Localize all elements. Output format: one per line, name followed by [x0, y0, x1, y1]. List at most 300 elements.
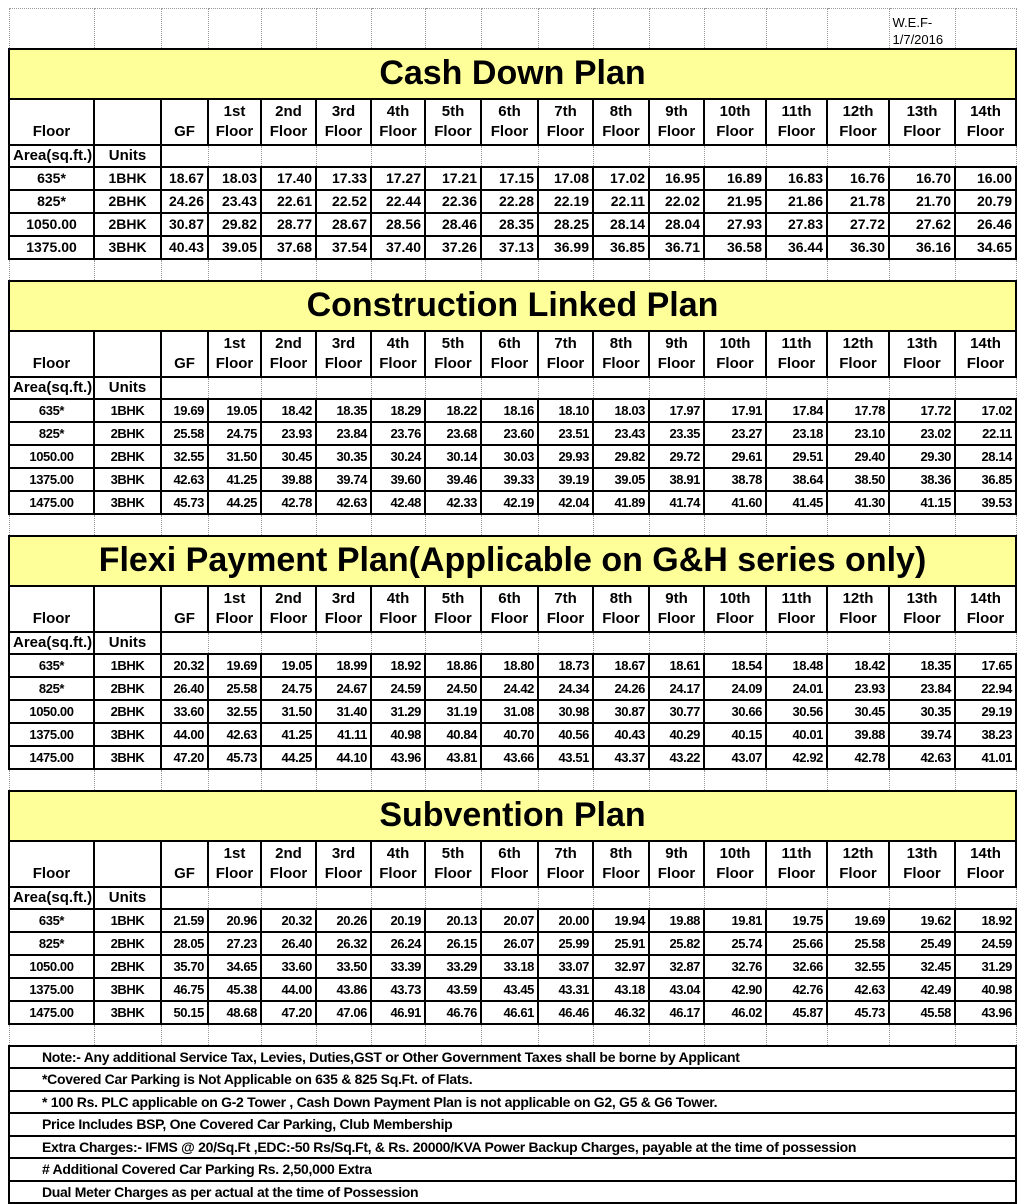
floor-header: 5th Floor [425, 586, 481, 632]
price-cell: 39.46 [425, 468, 481, 491]
floor-header: 3rd Floor [316, 586, 371, 632]
price-cell: 25.58 [161, 422, 208, 445]
price-cell: 25.66 [766, 932, 827, 955]
unit-type: 3BHK [94, 978, 161, 1001]
empty-cell [161, 9, 208, 49]
price-cell: 17.65 [955, 654, 1016, 677]
floor-header: 11th Floor [766, 841, 827, 887]
note-row [9, 1158, 1016, 1181]
empty-cell [94, 769, 161, 791]
area-value: 1050.00 [9, 445, 94, 468]
price-cell: 41.45 [766, 491, 827, 514]
price-cell: 20.96 [208, 909, 261, 932]
floor-header: 7th Floor [538, 841, 593, 887]
price-cell: 23.51 [538, 422, 593, 445]
price-cell: 28.14 [593, 213, 649, 236]
floor-header: GF [161, 331, 208, 377]
price-row [9, 190, 1016, 213]
price-cell: 36.99 [538, 236, 593, 259]
plan-title: Subvention Plan [9, 791, 1016, 841]
price-cell: 42.90 [704, 978, 766, 1001]
price-cell: 17.15 [481, 167, 538, 190]
unit-type: 3BHK [94, 723, 161, 746]
floor-label: Floor [9, 841, 94, 887]
unit-type: 3BHK [94, 1001, 161, 1024]
price-cell: 18.73 [538, 654, 593, 677]
price-cell: 31.50 [208, 445, 261, 468]
unit-type: 2BHK [94, 677, 161, 700]
price-cell: 40.01 [766, 723, 827, 746]
empty-cell [425, 9, 481, 49]
empty-cell [649, 514, 704, 536]
price-cell: 42.63 [827, 978, 889, 1001]
empty-cell [766, 259, 827, 281]
price-cell: 43.96 [955, 1001, 1016, 1024]
price-cell: 41.74 [649, 491, 704, 514]
price-cell: 38.36 [889, 468, 955, 491]
price-cell: 20.26 [316, 909, 371, 932]
price-cell: 30.98 [538, 700, 593, 723]
price-cell: 22.11 [593, 190, 649, 213]
floor-header: 13th Floor [889, 586, 955, 632]
price-cell: 37.40 [371, 236, 425, 259]
empty-cell [161, 145, 208, 167]
price-cell: 45.87 [766, 1001, 827, 1024]
unit-type: 2BHK [94, 955, 161, 978]
price-cell: 32.97 [593, 955, 649, 978]
price-cell: 20.19 [371, 909, 425, 932]
price-cell: 40.70 [481, 723, 538, 746]
price-cell: 43.31 [538, 978, 593, 1001]
floor-header: 14th Floor [955, 331, 1016, 377]
empty-cell [316, 514, 371, 536]
empty-cell [261, 9, 316, 49]
empty-cell [261, 887, 316, 909]
empty-cell [704, 377, 766, 399]
price-cell: 18.35 [889, 654, 955, 677]
empty-cell [766, 632, 827, 654]
floor-header: 3rd Floor [316, 331, 371, 377]
price-cell: 39.05 [593, 468, 649, 491]
price-cell: 33.50 [316, 955, 371, 978]
empty-cell [955, 9, 1016, 49]
price-cell: 23.84 [316, 422, 371, 445]
empty-cell [704, 769, 766, 791]
floor-header: 13th Floor [889, 331, 955, 377]
price-cell: 35.70 [161, 955, 208, 978]
empty-cell [316, 377, 371, 399]
price-cell: 32.66 [766, 955, 827, 978]
price-cell: 31.40 [316, 700, 371, 723]
price-row [9, 1001, 1016, 1024]
area-value: 635* [9, 909, 94, 932]
price-cell: 23.27 [704, 422, 766, 445]
price-cell: 43.22 [649, 746, 704, 769]
floor-label: Floor [9, 331, 94, 377]
price-cell: 32.45 [889, 955, 955, 978]
price-cell: 16.70 [889, 167, 955, 190]
price-row [9, 468, 1016, 491]
unit-type: 3BHK [94, 468, 161, 491]
empty-cell [161, 887, 208, 909]
empty-cell [371, 9, 425, 49]
empty-cell [261, 145, 316, 167]
price-cell: 31.29 [955, 955, 1016, 978]
price-cell: 18.42 [827, 654, 889, 677]
price-cell: 29.61 [704, 445, 766, 468]
floor-header: 10th Floor [704, 586, 766, 632]
empty-cell [827, 377, 889, 399]
empty-cell [371, 377, 425, 399]
price-cell: 42.19 [481, 491, 538, 514]
price-cell: 46.32 [593, 1001, 649, 1024]
floor-header: 2nd Floor [261, 586, 316, 632]
price-cell: 23.84 [889, 677, 955, 700]
spacer-row [9, 259, 1016, 281]
price-cell: 50.15 [161, 1001, 208, 1024]
price-cell: 38.23 [955, 723, 1016, 746]
price-cell: 39.19 [538, 468, 593, 491]
unit-type: 3BHK [94, 746, 161, 769]
price-cell: 28.67 [316, 213, 371, 236]
floor-header: 6th Floor [481, 841, 538, 887]
price-cell: 21.86 [766, 190, 827, 213]
empty-cell [208, 514, 261, 536]
empty-cell [481, 9, 538, 49]
empty-cell [481, 887, 538, 909]
empty-cell [766, 769, 827, 791]
price-cell: 32.87 [649, 955, 704, 978]
floor-header: 4th Floor [371, 841, 425, 887]
price-cell: 26.40 [261, 932, 316, 955]
unit-type: 3BHK [94, 236, 161, 259]
price-cell: 20.00 [538, 909, 593, 932]
empty-cell [161, 1024, 208, 1046]
empty-cell [425, 377, 481, 399]
price-cell: 23.76 [371, 422, 425, 445]
floor-header: 2nd Floor [261, 841, 316, 887]
empty-cell [889, 632, 955, 654]
price-cell: 43.66 [481, 746, 538, 769]
empty-cell [538, 9, 593, 49]
price-cell: 21.59 [161, 909, 208, 932]
empty-cell [766, 145, 827, 167]
floor-header: 8th Floor [593, 586, 649, 632]
price-cell: 40.84 [425, 723, 481, 746]
price-cell: 24.34 [538, 677, 593, 700]
unit-type: 1BHK [94, 167, 161, 190]
price-cell: 37.68 [261, 236, 316, 259]
price-cell: 18.22 [425, 399, 481, 422]
price-row [9, 422, 1016, 445]
empty-cell [955, 1024, 1016, 1046]
floor-label: Floor [9, 586, 94, 632]
floor-header: 8th Floor [593, 99, 649, 145]
area-label: Area(sq.ft.) [9, 887, 94, 909]
price-cell: 19.81 [704, 909, 766, 932]
area-label: Area(sq.ft.) [9, 145, 94, 167]
price-cell: 42.33 [425, 491, 481, 514]
price-cell: 27.23 [208, 932, 261, 955]
price-row [9, 746, 1016, 769]
price-cell: 39.74 [316, 468, 371, 491]
floor-header: 6th Floor [481, 99, 538, 145]
price-cell: 24.75 [261, 677, 316, 700]
area-value: 1475.00 [9, 746, 94, 769]
empty-cell [955, 145, 1016, 167]
area-units-row [9, 377, 1016, 399]
empty-cell [9, 1024, 94, 1046]
price-cell: 39.88 [827, 723, 889, 746]
price-cell: 23.18 [766, 422, 827, 445]
price-cell: 40.29 [649, 723, 704, 746]
price-cell: 36.71 [649, 236, 704, 259]
price-cell: 41.30 [827, 491, 889, 514]
price-cell: 32.55 [161, 445, 208, 468]
price-cell: 42.63 [161, 468, 208, 491]
price-cell: 33.18 [481, 955, 538, 978]
empty-cell [955, 769, 1016, 791]
spacer-row [9, 769, 1016, 791]
empty-cell [94, 514, 161, 536]
price-cell: 22.61 [261, 190, 316, 213]
empty-cell [766, 1024, 827, 1046]
price-cell: 17.40 [261, 167, 316, 190]
empty-cell [316, 259, 371, 281]
floor-header: 9th Floor [649, 586, 704, 632]
empty-cell [316, 1024, 371, 1046]
floor-header: 11th Floor [766, 331, 827, 377]
units-label: Units [94, 377, 161, 399]
floor-header: 13th Floor [889, 841, 955, 887]
empty-cell [425, 259, 481, 281]
empty-cell [425, 632, 481, 654]
price-cell: 29.51 [766, 445, 827, 468]
price-cell: 17.08 [538, 167, 593, 190]
floor-header: 12th Floor [827, 586, 889, 632]
price-cell: 28.25 [538, 213, 593, 236]
floor-header: 1st Floor [208, 586, 261, 632]
empty-cell [649, 145, 704, 167]
empty-cell [704, 9, 766, 49]
price-cell: 16.89 [704, 167, 766, 190]
price-cell: 41.01 [955, 746, 1016, 769]
units-label: Units [94, 145, 161, 167]
price-cell: 40.98 [371, 723, 425, 746]
price-cell: 31.29 [371, 700, 425, 723]
empty-cell [94, 259, 161, 281]
price-cell: 19.69 [827, 909, 889, 932]
empty-cell [161, 259, 208, 281]
price-cell: 18.35 [316, 399, 371, 422]
empty-cell [261, 769, 316, 791]
price-row [9, 654, 1016, 677]
price-cell: 40.43 [161, 236, 208, 259]
note-text: Price Includes BSP, One Covered Car Parking, Club Membership [9, 1113, 1016, 1136]
floor-header: 5th Floor [425, 841, 481, 887]
floor-header: 1st Floor [208, 331, 261, 377]
price-row [9, 677, 1016, 700]
price-cell: 25.99 [538, 932, 593, 955]
price-row [9, 167, 1016, 190]
note-text: Extra Charges:- IFMS @ 20/Sq.Ft ,EDC:-50 Rs/Sq.Ft, & Rs. 20000/KVA Power Backup Charges, payable at the time of possession [9, 1136, 1016, 1159]
price-cell: 40.56 [538, 723, 593, 746]
area-value: 635* [9, 399, 94, 422]
price-cell: 18.61 [649, 654, 704, 677]
price-cell: 27.83 [766, 213, 827, 236]
empty-cell [261, 259, 316, 281]
price-cell: 36.85 [955, 468, 1016, 491]
floor-header: GF [161, 99, 208, 145]
area-value: 825* [9, 677, 94, 700]
price-cell: 22.02 [649, 190, 704, 213]
area-units-row [9, 887, 1016, 909]
empty-cell [593, 377, 649, 399]
price-cell: 42.63 [889, 746, 955, 769]
floor-header: 11th Floor [766, 586, 827, 632]
floor-header: 2nd Floor [261, 99, 316, 145]
empty-cell [593, 259, 649, 281]
floor-header: 3rd Floor [316, 99, 371, 145]
price-cell: 16.76 [827, 167, 889, 190]
price-cell: 23.68 [425, 422, 481, 445]
empty-cell [316, 887, 371, 909]
price-cell: 23.93 [827, 677, 889, 700]
price-cell: 21.95 [704, 190, 766, 213]
price-cell: 16.95 [649, 167, 704, 190]
empty-cell [538, 632, 593, 654]
empty-cell [827, 1024, 889, 1046]
price-cell: 25.82 [649, 932, 704, 955]
price-cell: 44.25 [261, 746, 316, 769]
price-cell: 42.63 [208, 723, 261, 746]
price-cell: 41.25 [261, 723, 316, 746]
floor-label: Floor [9, 99, 94, 145]
empty-cell [261, 514, 316, 536]
note-row [9, 1091, 1016, 1114]
price-cell: 46.75 [161, 978, 208, 1001]
price-cell: 29.19 [955, 700, 1016, 723]
price-cell: 29.30 [889, 445, 955, 468]
floor-header: GF [161, 586, 208, 632]
price-cell: 44.00 [161, 723, 208, 746]
price-cell: 45.73 [208, 746, 261, 769]
price-cell: 21.70 [889, 190, 955, 213]
empty-cell [538, 145, 593, 167]
empty-cell [593, 632, 649, 654]
empty-cell [316, 145, 371, 167]
price-cell: 46.61 [481, 1001, 538, 1024]
price-cell: 17.97 [649, 399, 704, 422]
price-cell: 26.07 [481, 932, 538, 955]
price-cell: 28.46 [425, 213, 481, 236]
price-cell: 23.93 [261, 422, 316, 445]
empty-cell [481, 1024, 538, 1046]
unit-type: 1BHK [94, 654, 161, 677]
price-cell: 43.45 [481, 978, 538, 1001]
price-cell: 17.21 [425, 167, 481, 190]
price-cell: 22.52 [316, 190, 371, 213]
price-cell: 26.24 [371, 932, 425, 955]
empty-cell [316, 9, 371, 49]
area-value: 1475.00 [9, 491, 94, 514]
price-cell: 43.07 [704, 746, 766, 769]
price-cell: 27.62 [889, 213, 955, 236]
empty-cell [538, 887, 593, 909]
price-cell: 45.38 [208, 978, 261, 1001]
empty-cell [593, 514, 649, 536]
price-cell: 42.63 [316, 491, 371, 514]
price-cell: 26.46 [955, 213, 1016, 236]
plan-title-row [9, 791, 1016, 841]
price-cell: 18.03 [208, 167, 261, 190]
price-cell: 17.33 [316, 167, 371, 190]
price-cell: 18.42 [261, 399, 316, 422]
price-cell: 17.84 [766, 399, 827, 422]
empty-cell [593, 9, 649, 49]
price-cell: 36.58 [704, 236, 766, 259]
price-cell: 21.78 [827, 190, 889, 213]
price-row [9, 978, 1016, 1001]
floor-header: GF [161, 841, 208, 887]
unit-type: 2BHK [94, 445, 161, 468]
price-cell: 20.32 [161, 654, 208, 677]
floor-header: 4th Floor [371, 586, 425, 632]
price-cell: 22.36 [425, 190, 481, 213]
floor-header: 10th Floor [704, 331, 766, 377]
empty-cell [261, 632, 316, 654]
units-header-empty [94, 841, 161, 887]
price-cell: 26.40 [161, 677, 208, 700]
empty-cell [889, 1024, 955, 1046]
units-header-empty [94, 586, 161, 632]
price-cell: 24.09 [704, 677, 766, 700]
price-cell: 18.99 [316, 654, 371, 677]
floor-header: 7th Floor [538, 99, 593, 145]
price-cell: 30.56 [766, 700, 827, 723]
price-cell: 29.82 [593, 445, 649, 468]
empty-cell [649, 259, 704, 281]
unit-type: 3BHK [94, 491, 161, 514]
empty-cell [481, 145, 538, 167]
price-cell: 43.51 [538, 746, 593, 769]
price-cell: 23.02 [889, 422, 955, 445]
price-cell: 31.08 [481, 700, 538, 723]
price-cell: 28.05 [161, 932, 208, 955]
empty-cell [208, 377, 261, 399]
price-cell: 17.02 [955, 399, 1016, 422]
empty-cell [889, 887, 955, 909]
floor-header: 13th Floor [889, 99, 955, 145]
floor-header-row [9, 99, 1016, 145]
price-cell: 22.44 [371, 190, 425, 213]
empty-cell [481, 259, 538, 281]
empty-cell [371, 769, 425, 791]
price-cell: 39.60 [371, 468, 425, 491]
area-value: 635* [9, 654, 94, 677]
floor-header: 4th Floor [371, 331, 425, 377]
effective-date: W.E.F- 1/7/2016 [889, 9, 955, 49]
area-value: 1475.00 [9, 1001, 94, 1024]
price-row [9, 213, 1016, 236]
area-label: Area(sq.ft.) [9, 377, 94, 399]
price-cell: 26.32 [316, 932, 371, 955]
empty-cell [481, 377, 538, 399]
price-cell: 30.87 [161, 213, 208, 236]
price-cell: 42.78 [261, 491, 316, 514]
price-cell: 39.88 [261, 468, 316, 491]
price-cell: 41.89 [593, 491, 649, 514]
